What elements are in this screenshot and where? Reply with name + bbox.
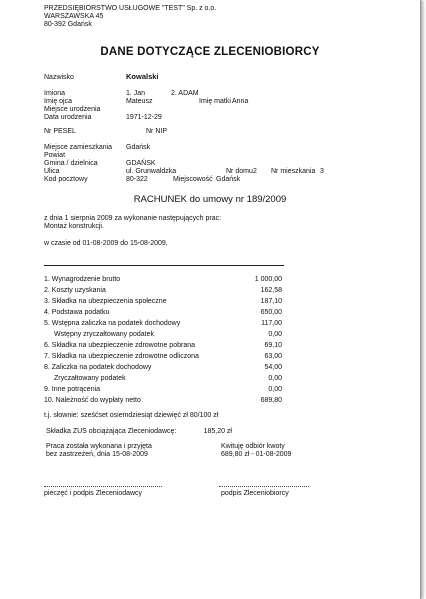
zus-label: Składka ZUS obciążająca Zleceniodawcę:: [46, 428, 177, 435]
item-value: 162,58: [260, 287, 282, 294]
company-name: PRZEDSIĘBIORSTWO USŁUGOWE "TEST" Sp. z o.o.: [44, 5, 217, 12]
item-label: Zryczałtowany podatek: [54, 375, 126, 382]
commune-value: GDAŃSK: [126, 160, 156, 167]
receipt-line-2: 689,80 zł - 01-08-2009: [221, 451, 292, 458]
birthdate-value: 1971-12-29: [126, 114, 162, 121]
item-value: 69,10: [264, 342, 282, 349]
item-label: Wstępny zryczałtowany podatek: [54, 331, 154, 338]
invoice-title: RACHUNEK do umowy nr 189/2009: [133, 194, 287, 205]
invoice-line-1: z dnia 1 sierpnia 2009 za wykonanie następujących prac:: [44, 215, 222, 222]
surname-label: Nazwisko: [44, 74, 74, 81]
locality-label: Miejscowość: [173, 176, 213, 183]
mother-label: Imię matki: [199, 98, 231, 105]
second-name-value: 2. ADAM: [171, 90, 199, 97]
item-label: 4. Podstawa podatku: [44, 309, 110, 316]
postal-value: 80-322: [126, 176, 148, 183]
item-value: 689,80: [260, 397, 282, 404]
signature-client-label: pieczęć i podpis Zleceniodawcy: [44, 490, 143, 497]
first-name-value: 1. Jan: [126, 90, 146, 97]
surname-value: Kowalski: [126, 72, 159, 81]
amount-in-words: t.j. słownie: sześćset osiemdziesiąt dziewięć zł 80/100 zł: [44, 412, 219, 419]
street-value: ul. Grunwaldzka: [126, 168, 177, 175]
father-label: Imię ojca: [44, 98, 73, 105]
item-label: 3. Składka na ubezpieczenia społeczne: [44, 298, 167, 305]
item-value: 1 000,00: [254, 276, 282, 283]
flat-value: 3: [320, 168, 324, 175]
house-label: Nr domu: [226, 168, 253, 175]
item-label: 1. Wynagrodzenie brutto: [44, 276, 121, 283]
nip-label: Nr NIP: [146, 128, 167, 135]
birthplace-label: Miejsce urodzenia: [44, 106, 101, 113]
item-value: 54,00: [264, 364, 282, 371]
mother-value: Anna: [232, 98, 249, 105]
zus-value: 185,20 zł: [203, 428, 232, 435]
item-value: 0,00: [268, 331, 282, 338]
company-city: 80-392 Gdańsk: [44, 21, 92, 28]
street-label: Ulica: [44, 168, 60, 175]
item-value: 63,00: [264, 353, 282, 360]
item-label: 10. Należność do wypłaty netto: [44, 397, 141, 404]
signature-line-right: [219, 486, 309, 487]
item-value: 117,00: [261, 320, 282, 327]
item-value: 650,00: [260, 309, 282, 316]
signature-line-left: [44, 486, 162, 487]
house-value: 2: [253, 168, 257, 175]
invoice-period: w czasie od 01-08-2009 do 15-08-2009,: [44, 240, 168, 247]
item-label: 7. Składka na ubezpieczenie zdrowotne odliczona: [44, 353, 199, 360]
flat-label: Nr mieszkania: [271, 168, 316, 175]
pesel-label: Nr PESEL: [44, 128, 76, 135]
table-top-rule: [44, 265, 284, 266]
commune-label: Gmina / dzielnica: [44, 160, 98, 167]
item-value: 0,00: [268, 375, 282, 382]
company-street: WARSZAWSKA 45: [44, 13, 104, 20]
item-label: 2. Koszty uzyskania: [44, 287, 106, 294]
postal-label: Kod pocztowy: [44, 176, 88, 183]
item-value: 0,00: [268, 386, 282, 393]
work-accepted-line-1: Praca została wykonana i przyjęta: [46, 443, 152, 450]
work-accepted-line-2: bez zastrzeżeń, dnia 15-08-2009: [46, 451, 148, 458]
page-title: DANE DOTYCZĄCE ZLECENIOBIORCY: [100, 46, 320, 58]
birthdate-label: Data urodzenia: [44, 114, 92, 121]
signature-contractor-label: podpis Zleceniobiorcy: [221, 490, 289, 497]
invoice-line-2: Montaż konstrukcji.: [44, 223, 104, 230]
father-value: Mateusz: [126, 98, 153, 105]
item-label: 8. Zaliczka na podatek dochodowy: [44, 364, 152, 371]
item-label: 5. Wstępna zaliczka na podatek dochodowy: [44, 320, 181, 327]
item-label: 6. Składka na ubezpieczenie zdrowotne pobrana: [44, 342, 195, 349]
locality-value: Gdańsk: [216, 176, 241, 183]
item-value: 187,10: [260, 298, 282, 305]
place-label: Miejsce zamieszkania: [44, 144, 113, 151]
receipt-line-1: Kwituję odbiór kwoty: [221, 443, 285, 450]
place-value: Gdańsk: [126, 144, 151, 151]
item-label: 9. Inne potrącenia: [44, 386, 101, 393]
names-label: Imiona: [44, 90, 66, 97]
county-label: Powiat: [44, 152, 66, 159]
